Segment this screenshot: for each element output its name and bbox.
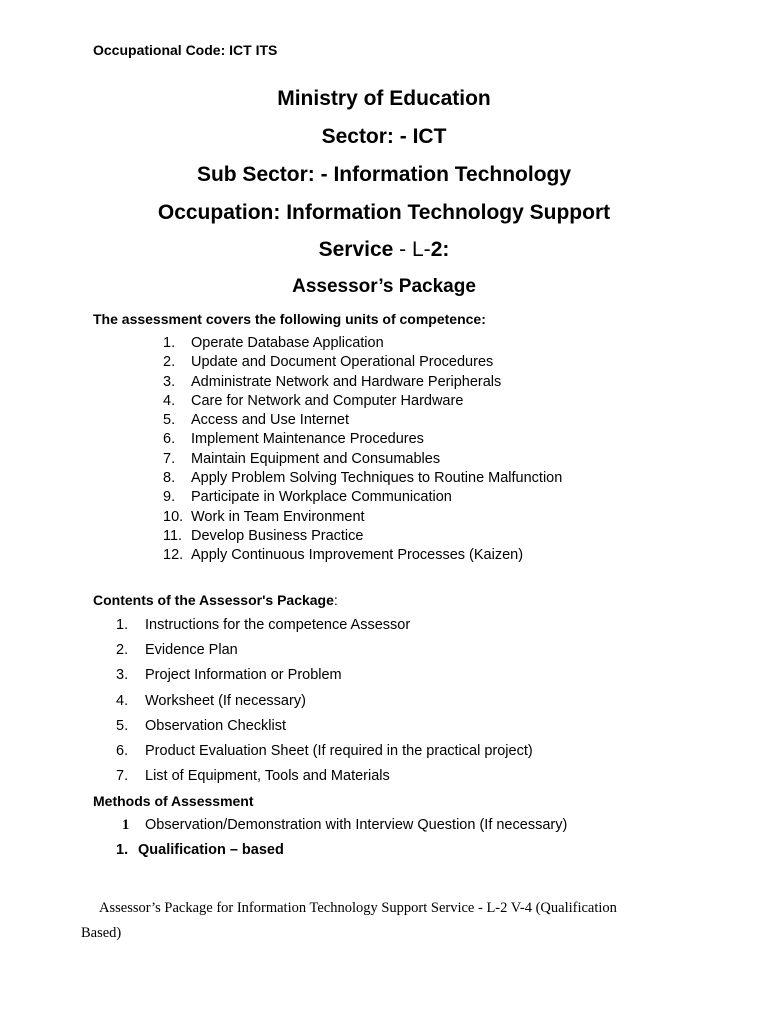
units-heading: The assessment covers the following units of competence: bbox=[93, 311, 486, 327]
list-item: 8. Apply Problem Solving Techniques to Routine Malfunction bbox=[163, 470, 563, 487]
service-level-title bbox=[0, 238, 768, 262]
occupation-title: Occupation: Information Technology Support bbox=[157, 201, 611, 224]
list-item: 4. Care for Network and Computer Hardware bbox=[163, 392, 464, 409]
list-item: 5. Access and Use Internet bbox=[163, 412, 349, 429]
list-item: 12. Apply Continuous Improvement Processes (Kaizen) bbox=[163, 547, 524, 564]
list-item: 2. Evidence Plan bbox=[116, 642, 238, 659]
list-item: 5. Observation Checklist bbox=[116, 717, 287, 734]
contents-list bbox=[116, 615, 533, 791]
ministry-title: Ministry of Education bbox=[277, 87, 491, 110]
list-item: 3. Administrate Network and Hardware Peripherals bbox=[163, 373, 502, 390]
list-item: 7. Maintain Equipment and Consumables bbox=[163, 450, 441, 467]
method-item: 1 Observation/Demonstration with Interview Question (If necessary) bbox=[122, 817, 568, 833]
list-item: 1. Operate Database Application bbox=[163, 335, 384, 351]
package-title: Assessor’s Package bbox=[292, 276, 476, 297]
service-dash: - L- bbox=[393, 238, 431, 261]
list-item: 1. Instructions for the competence Assessor bbox=[116, 617, 411, 633]
units-list bbox=[163, 334, 562, 566]
contents-heading: Contents of the Assessor's Package: bbox=[93, 592, 338, 608]
document-footer bbox=[81, 896, 673, 946]
sub-sector-title: Sub Sector: - Information Technology bbox=[196, 163, 572, 186]
list-item: 4. Worksheet (If necessary) bbox=[116, 692, 306, 709]
footer-line-1: Assessor’s Package for Information Technology Support Service - L-2 V-4 (Qualification bbox=[99, 900, 617, 916]
sector-title: Sector: - ICT bbox=[321, 125, 447, 148]
list-item: 6. Product Evaluation Sheet (If required in the practical project) bbox=[116, 742, 533, 759]
list-item: 9. Participate in Workplace Communication bbox=[163, 489, 452, 506]
list-item: 10. Work in Team Environment bbox=[163, 508, 365, 525]
service-word: Service bbox=[318, 238, 394, 261]
qualification-item: 1. Qualification – based bbox=[116, 842, 284, 858]
list-item: 11. Develop Business Practice bbox=[163, 527, 364, 544]
list-item: 3. Project Information or Problem bbox=[116, 667, 342, 684]
methods-heading: Methods of Assessment bbox=[93, 793, 254, 809]
list-item: 6. Implement Maintenance Procedures bbox=[163, 431, 424, 448]
list-item: 7. List of Equipment, Tools and Materials bbox=[116, 768, 390, 785]
list-item: 2. Update and Document Operational Procedures bbox=[163, 354, 494, 371]
occupational-code: Occupational Code: ICT ITS bbox=[93, 42, 278, 58]
service-level: 2: bbox=[430, 238, 450, 261]
footer-line-2: Based) bbox=[81, 925, 122, 941]
